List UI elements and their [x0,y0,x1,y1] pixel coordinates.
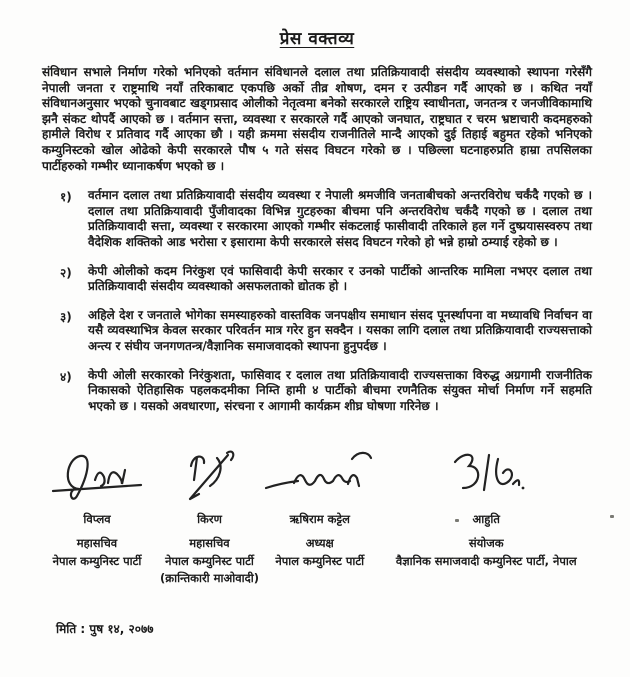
signatory-column-aahuti [381,444,593,586]
signatory-name: ऋषिराम कट्टेल [289,512,350,527]
item-number: १) [60,190,72,205]
page-title: प्रेस वक्तव्य [279,29,355,49]
list-item [42,264,592,295]
signatory-name: किरण [197,512,222,527]
list-item [42,188,592,250]
signatory-title: अध्यक्ष [305,536,334,551]
signature-aahuti-icon [443,444,529,506]
signatory-name: विप्लव [83,512,111,527]
item-number: ४) [60,369,72,384]
scan-speck [610,515,614,518]
signatory-name: आहुति [472,512,500,527]
signatory-title: संयोजक [468,536,504,551]
item-number: ३) [60,309,72,324]
item-text: केपी ओली सरकारको निरंकुशता, फासिवाद र दलाल तथा प्रतिक्रियावादी राज्यसत्ताका विरुद्ध अग्रगामी राजनीतिक निकासको ऐतिहासिक पहलकदमीका निम्ति हामी ४ पार्टीको बीचमा रणनैतिक संयुक्त मोर्चा निर्माण गर्ने सहमति भएको छ । यसको अवधारणा, संरचना र आगामी कार्यक्रम शीघ्र घोषणा गरिनेछ । [88,367,592,413]
item-text: केपी ओलीको कदम निरंकुश एवं फासिवादी केपी सरकार र उनको पार्टीको आन्तरिक मामिला नभएर दलाल तथा प्रतिक्रियावादी संसदीय व्यवस्थाको असफलताको द्योतक हो । [88,263,592,294]
signature-block [34,444,592,586]
signatory-title: महासचिव [189,536,230,551]
signatory-party-line2: (क्रान्तिकारी माओवादी) [160,571,259,586]
item-text: वर्तमान दलाल तथा प्रतिक्रियावादी संसदीय व्यवस्था र नेपाली श्रमजीवि जनताबीचको अन्तरविरोध चर्कंदै गएको छ । दलाल तथा प्रतिक्रियावादी पुँजीवादका विभिन्न गुटहरुका बीचमा पनि अन्तरविरोध चर्कंदै गएको छ । दलाल तथा प्रतिक्रियावादी सत्ता, व्यवस्था र सरकारमा आएको गम्भीर संकटलाई फासीवादी तरिकाले हल गर्ने दुष्प्रयासस्वरुप तथा वैदेशिक शक्तिको आड भरोसा र इसारामा केपी सरकारले संसद विघटन गरेको हो भन्ने हाम्रो ठम्याई रहेको छ । [88,188,592,249]
signatory-column-kiran [160,444,259,586]
signatory-party: वैज्ञानिक समाजवादी कम्युनिस्ट पार्टी, नेपाल [395,554,577,569]
signatory-title: महासचिव [76,536,118,551]
date-line: मिति : पुष १४, २०७७ [56,622,154,637]
numbered-list [42,188,592,414]
item-number: २) [60,265,72,280]
signatory-party: नेपाल कम्युनिस्ट पार्टी [165,554,254,569]
signatory-party: नेपाल कम्युनिस्ट पार्टी [52,554,142,569]
signatory-column-rishiram [259,444,381,586]
scan-speck [455,519,459,522]
signatory-party: नेपाल कम्युनिस्ट पार्टी [275,554,365,569]
signature-biplav-icon [47,444,147,506]
list-item [42,368,592,415]
list-item [42,308,592,355]
signature-rishiram-icon [264,444,376,506]
signatory-column-biplav [34,444,160,586]
intro-paragraph: संविधान सभाले निर्माण गरेको भनिएको वर्तमान संविधानले दलाल तथा प्रतिक्रियावादी संसदीय व्यवस्थाको स्थापना गरेसँगै नेपाली जनता र राष्ट्रमाथि नयाँ तरिकाबाट एकपछि अर्को तीव्र शोषण, दमन र उत्पीडन गर्दै आएको छ । कथित नयाँ संविधानअनुसार भएको चुनावबाट खड्गप्रसाद ओलीको नेतृत्वमा बनेको सरकारले राष्ट्रिय स्वाधीनता, जनतन्त्र र जनजीविकामाथि झनै संकट थोपर्दै आएको छ । वर्तमान सत्ता, व्यवस्था र सरकारले गर्दै आएको जनघात, राष्ट्रघात र चरम भ्रष्टाचारी कदमहरुको हामीले विरोध र प्रतिवाद गर्दै आएका छौ । यही क्रममा संसदीय राजनीतिले मान्दै आएको दुई तिहाई बहुमत रहेको भनिएको कम्युनिस्टको खोल ओढेको केपी सरकारले पौष ५ गते संसद विघटन गरेको छ । पछिल्ला घटनाहरुप्रति हाम्रा तपसिलका पार्टीहरुको गम्भीर ध्यानाकर्षण भएको छ । [42,65,592,173]
item-text: अहिले देश र जनताले भोगेका समस्याहरुको वास्तविक जनपक्षीय समाधान संसद पूनर्स्थापना वा मध्यावधि निर्वाचन वा यसै व्यवस्थाभित्र केवल सरकार परिवर्तन मात्र गरेर हुन सक्दैन । यसका लागि दलाल तथा प्रतिक्रियावादी राज्यसत्ताको अन्त्य र संघीय जनगणतन्त्र/वैज्ञानिक समाजवादको स्थापना हुनुपर्दछ । [88,307,592,353]
signature-kiran-icon [181,444,239,506]
